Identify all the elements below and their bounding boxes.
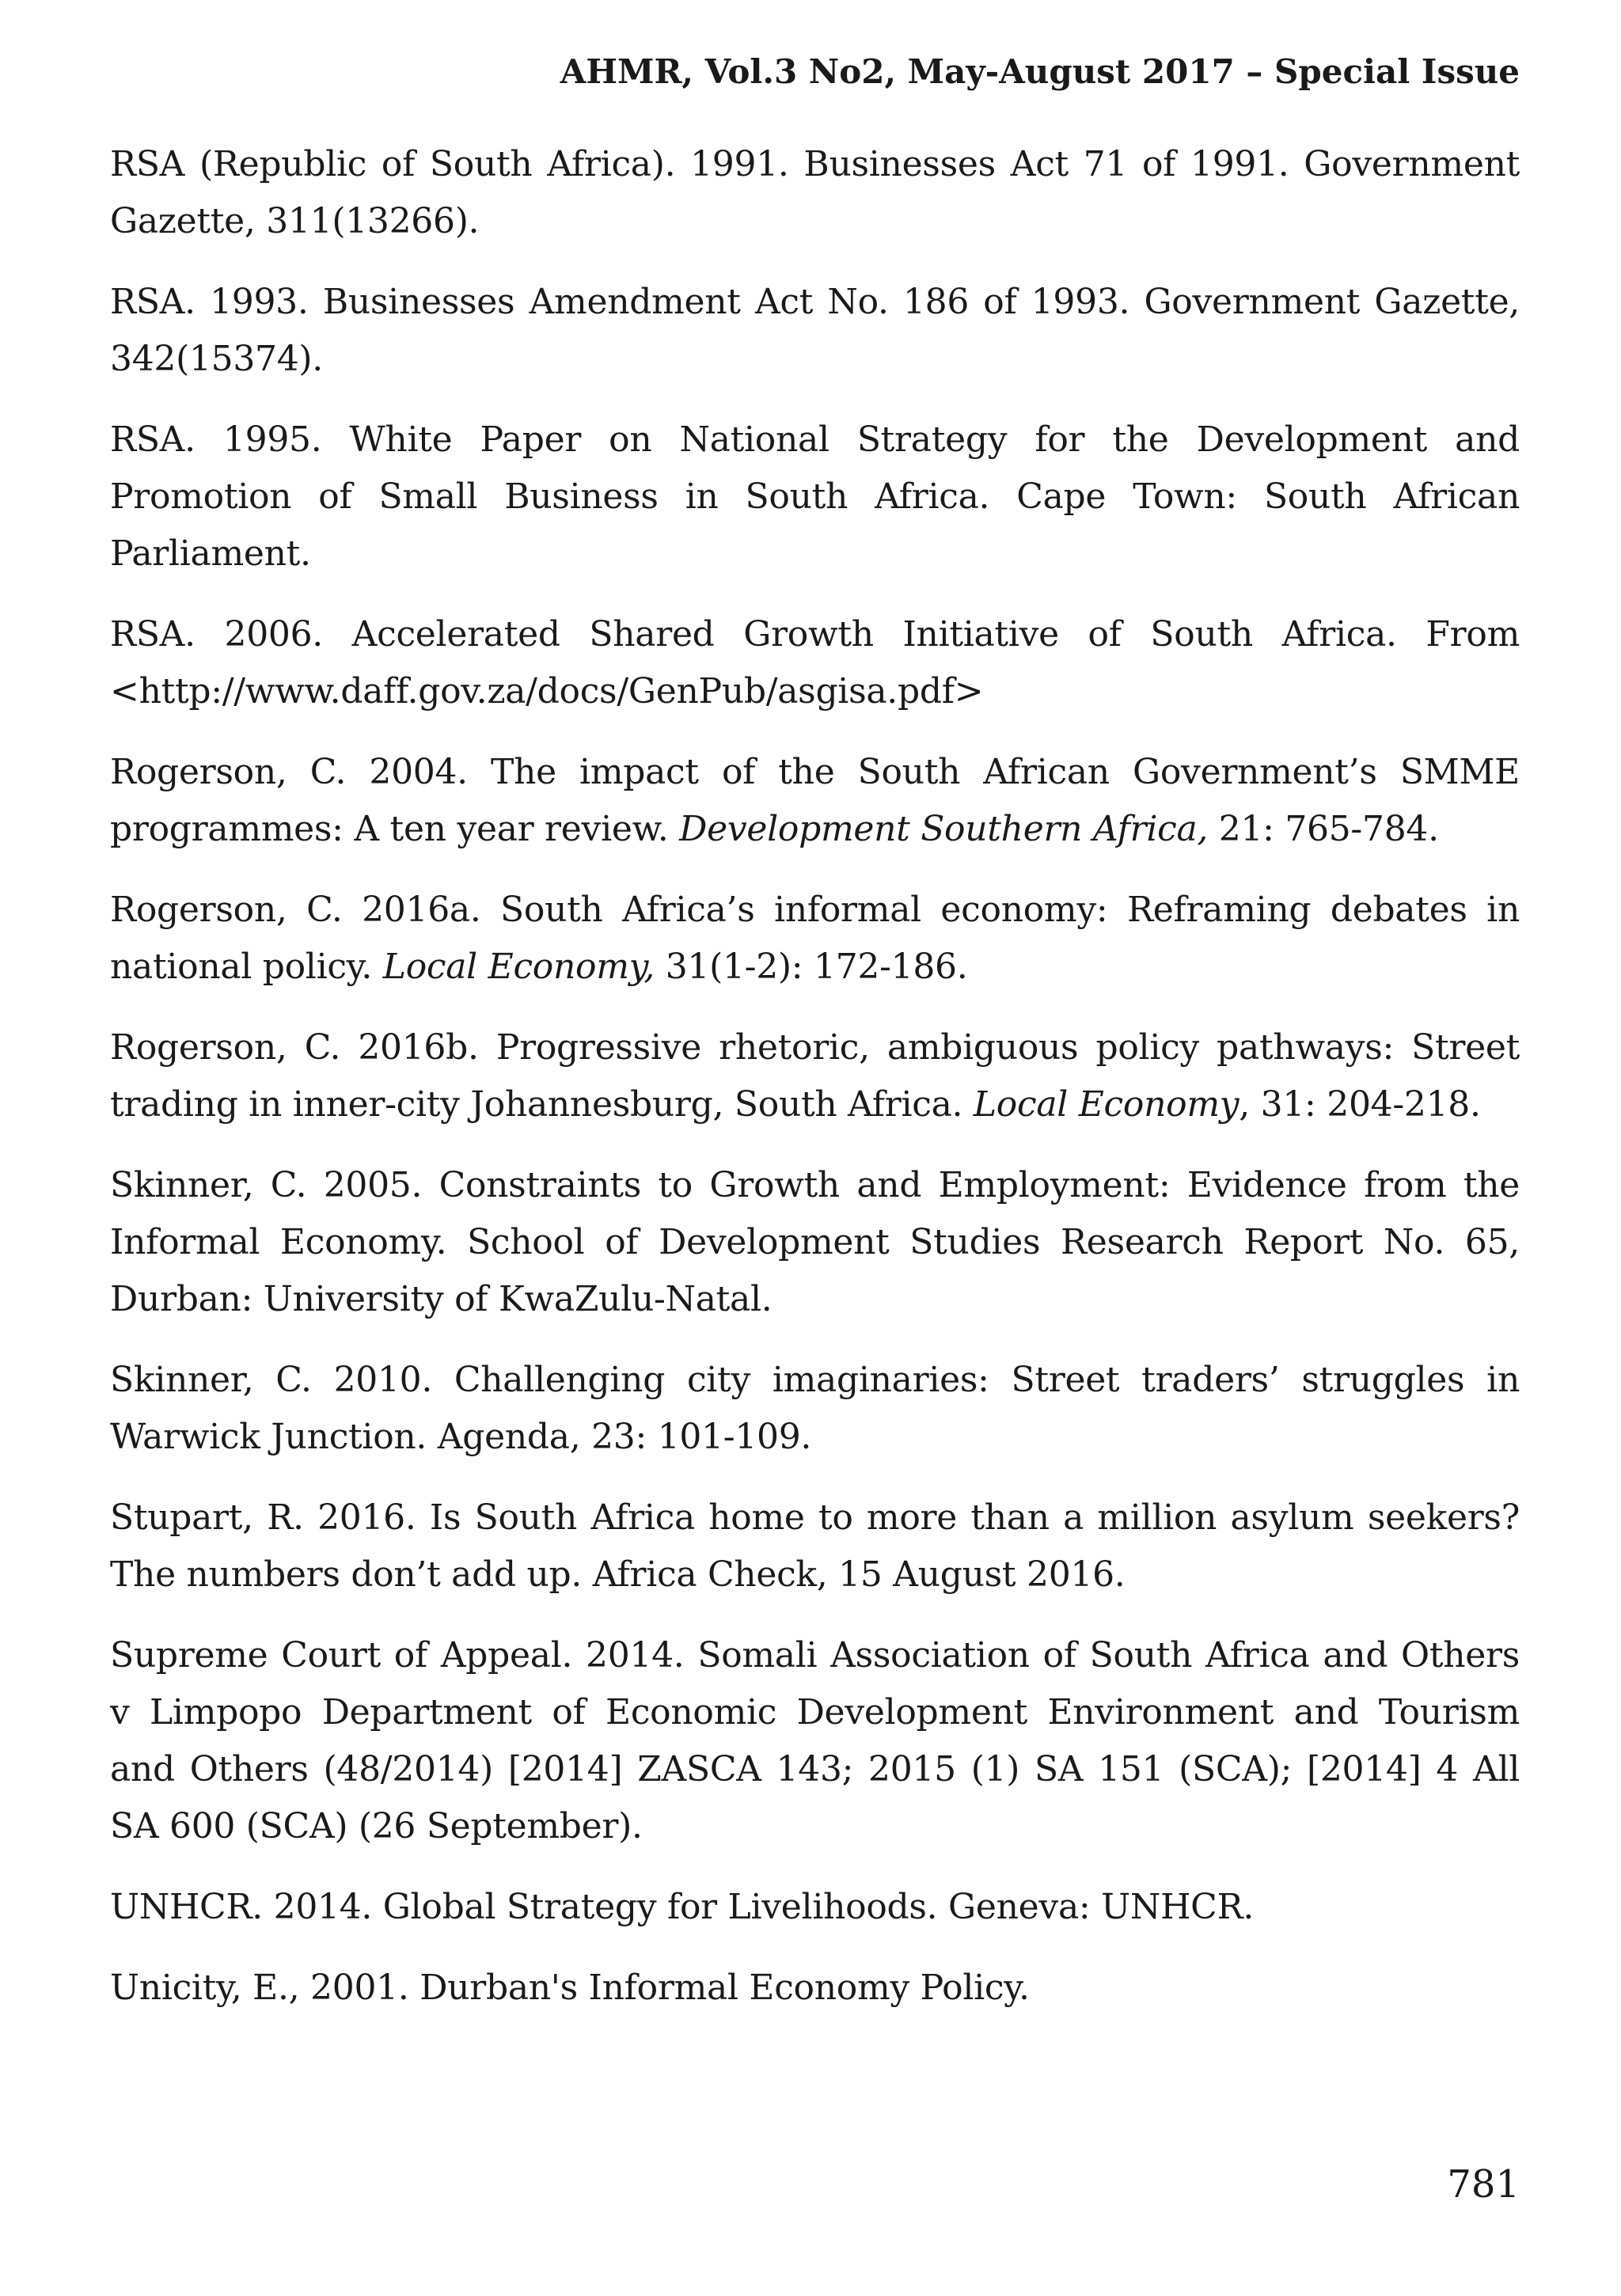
reference-entry: UNHCR. 2014. Global Strategy for Livelihoods. Geneva: UNHCR. xyxy=(110,1887,1255,1927)
reference-text: 21: 765-784. xyxy=(1208,809,1439,849)
journal-title: Local Economy xyxy=(973,1084,1239,1125)
journal-title: Local Economy, xyxy=(382,947,655,987)
page-number: 781 xyxy=(1447,2162,1520,2207)
reference-text: Rogerson, C. 2016a. South Africa’s informal economy: Reframing debates in national policy. xyxy=(110,890,1520,987)
reference-entry: RSA (Republic of South Africa). 1991. Businesses Act 71 of 1991. Government Gazette, 311(13266). xyxy=(110,144,1520,241)
reference-text: 31(1-2): 172-186. xyxy=(655,947,968,987)
reference-entry: Stupart, R. 2016. Is South Africa home to more than a million asylum seekers? The numbers don’t add up. Africa Check, 15 August 2016. xyxy=(110,1497,1520,1595)
reference-entry xyxy=(110,744,1520,858)
reference-entry: Unicity, E., 2001. Durban's Informal Economy Policy. xyxy=(110,1968,1030,2008)
reference-text: , 31: 204-218. xyxy=(1239,1084,1481,1125)
reference-entry: RSA. 1995. White Paper on National Strategy for the Development and Promotion of Small Business in South Africa. Cape Town: South African Parliament. xyxy=(110,419,1520,574)
reference-entry: RSA. 1993. Businesses Amendment Act No. 186 of 1993. Government Gazette, 342(15374). xyxy=(110,282,1520,379)
reference-text: Rogerson, C. 2016b. Progressive rhetoric, ambiguous policy pathways: Street trading in inner-city Johannesburg, South Africa. xyxy=(110,1027,1520,1125)
reference-entry: RSA. 2006. Accelerated Shared Growth Initiative of South Africa. From <http://www.daff.gov.za/docs/GenPub/asgisa.pdf> xyxy=(110,614,1520,712)
reference-entry xyxy=(110,882,1520,996)
reference-entry: Skinner, C. 2010. Challenging city imaginaries: Street traders’ struggles in Warwick Junction. Agenda, 23: 101-109. xyxy=(110,1360,1520,1457)
reference-entry: Skinner, C. 2005. Constraints to Growth and Employment: Evidence from the Informal Economy. School of Development Studies Research Report No. 65, Durban: University of KwaZulu-Natal. xyxy=(110,1165,1520,1319)
reference-entry: Supreme Court of Appeal. 2014. Somali Association of South Africa and Others v Limpopo Department of Economic Development Environment and Tourism and Others (48/2014) [2014] ZASCA 143; 2015 (1) SA 151 (SCA); [2014] 4 All SA 600 (SCA) (26 September). xyxy=(110,1635,1520,1846)
running-header: AHMR, Vol.3 No2, May-August 2017 – Special Issue xyxy=(560,52,1520,91)
reference-list xyxy=(110,136,1520,2040)
journal-title: Development Southern Africa, xyxy=(679,809,1209,849)
reference-text: Rogerson, C. 2004. The impact of the South African Government’s SMME programmes: A ten year review. xyxy=(110,752,1520,849)
reference-entry xyxy=(110,1019,1520,1133)
